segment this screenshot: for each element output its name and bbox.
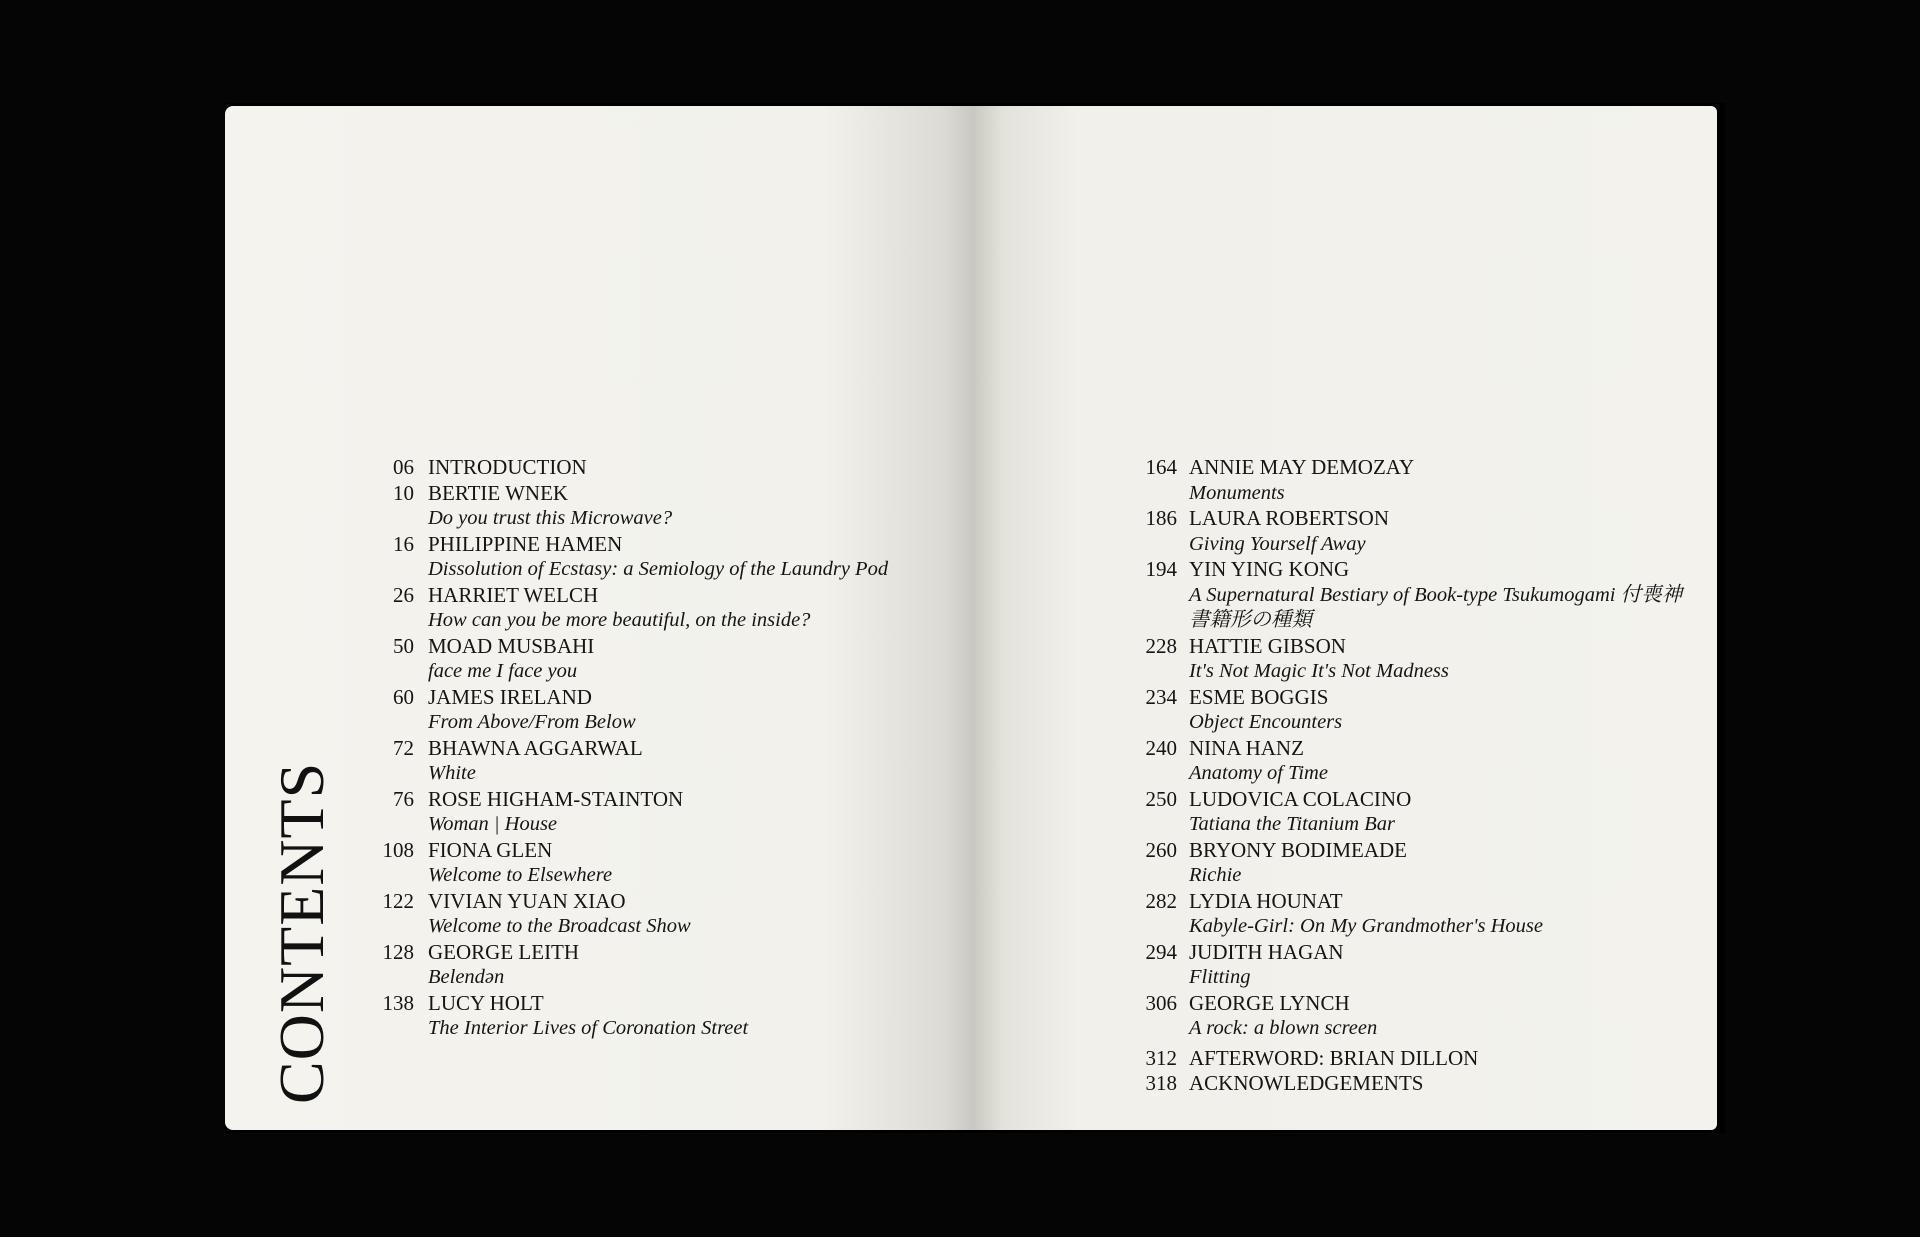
- toc-piece-title: Flitting: [1189, 966, 1251, 988]
- toc-entry-body: [428, 634, 940, 685]
- toc-entry: [360, 634, 940, 685]
- toc-author: BERTIE WNEK: [428, 480, 569, 505]
- toc-entry: [1133, 557, 1693, 634]
- toc-piece-title: How can you be more beautiful, on the inside?: [428, 609, 811, 631]
- toc-entry-body: [1189, 1046, 1693, 1072]
- toc-entry: [1133, 787, 1693, 838]
- toc-author: LUDOVICA COLACINO: [1189, 786, 1412, 811]
- left-page: [225, 106, 973, 1130]
- toc-piece-title: Do you trust this Microwave?: [428, 507, 673, 529]
- toc-entry: [360, 787, 940, 838]
- toc-piece-title: Giving Yourself Away: [1189, 532, 1366, 555]
- toc-page-number: 76: [393, 786, 414, 811]
- toc-piece-title: Tatiana the Titanium Bar: [1189, 813, 1395, 835]
- toc-entry: [1133, 685, 1693, 736]
- toc-entry-body: [428, 583, 940, 634]
- toc-entry: [1133, 455, 1693, 506]
- toc-piece-title: A Supernatural Bestiary of Book-type Tsukumogami 付喪神書籍形の種類: [1189, 583, 1683, 631]
- toc-entry-body: [428, 736, 940, 787]
- toc-entry-body: [1189, 889, 1693, 940]
- toc-entry-body: [1189, 838, 1693, 889]
- toc-page-number: 128: [382, 939, 414, 964]
- toc-entry: [1133, 736, 1693, 787]
- toc-author: ACKNOWLEDGEMENTS: [1189, 1071, 1424, 1095]
- toc-list-left: [360, 455, 940, 1042]
- toc-author: AFTERWORD: BRIAN DILLON: [1189, 1045, 1479, 1070]
- toc-piece-title: Kabyle-Girl: On My Grandmother's House: [1189, 915, 1543, 937]
- toc-author: LAURA ROBERTSON: [1189, 506, 1390, 530]
- toc-entry-body: [428, 455, 940, 481]
- toc-page-number: 26: [393, 582, 414, 607]
- toc-piece-title: Anatomy of Time: [1189, 762, 1328, 784]
- right-page: [973, 106, 1717, 1130]
- toc-piece-title: Welcome to Elsewhere: [428, 864, 613, 886]
- toc-page-number: 194: [1145, 557, 1177, 581]
- toc-author: MOAD MUSBAHI: [428, 633, 595, 658]
- toc-author: ANNIE MAY DEMOZAY: [1189, 455, 1415, 479]
- toc-entry: [360, 889, 940, 940]
- toc-piece-title: Richie: [1189, 864, 1242, 886]
- toc-entry: [360, 583, 940, 634]
- toc-entry-body: [428, 532, 940, 583]
- toc-author: JUDITH HAGAN: [1189, 939, 1344, 964]
- toc-page-number: 228: [1145, 633, 1177, 658]
- toc-page-number: 50: [393, 633, 414, 658]
- toc-page-number: 186: [1145, 506, 1177, 530]
- toc-piece-title: A rock: a blown screen: [1189, 1017, 1378, 1039]
- toc-entry: [360, 940, 940, 991]
- toc-entry: [360, 736, 940, 787]
- toc-piece-title: Woman | House: [428, 813, 558, 835]
- toc-page-number: 234: [1145, 684, 1177, 709]
- toc-entry-body: [1189, 455, 1693, 506]
- toc-entry-body: [428, 685, 940, 736]
- toc-piece-title: Dissolution of Ecstasy: a Semiology of the Laundry Pod: [428, 558, 889, 580]
- toc-author: BRYONY BODIMEADE: [1189, 837, 1407, 862]
- toc-page-number: 260: [1145, 837, 1177, 862]
- toc-page-number: 60: [393, 684, 414, 709]
- toc-entry: [1133, 940, 1693, 991]
- toc-entry: [360, 532, 940, 583]
- toc-page-number: 108: [382, 837, 414, 862]
- toc-entry: [1133, 1071, 1693, 1097]
- toc-author: NINA HANZ: [1189, 735, 1304, 760]
- toc-author: LYDIA HOUNAT: [1189, 888, 1343, 913]
- toc-author: FIONA GLEN: [428, 837, 553, 862]
- toc-entry-body: [1189, 506, 1693, 557]
- toc-page-number: 06: [393, 455, 414, 479]
- toc-entry-body: [428, 889, 940, 940]
- toc-entry: [1133, 506, 1693, 557]
- toc-entry: [1133, 1046, 1693, 1072]
- toc-entry: [360, 685, 940, 736]
- toc-author: ROSE HIGHAM-STAINTON: [428, 786, 684, 811]
- toc-entry-body: [428, 481, 940, 532]
- toc-entry: [1133, 634, 1693, 685]
- toc-page-number: 282: [1145, 888, 1177, 913]
- toc-author: GEORGE LEITH: [428, 939, 580, 964]
- toc-page-number: 240: [1145, 735, 1177, 760]
- toc-entry: [360, 991, 940, 1042]
- toc-author: BHAWNA AGGARWAL: [428, 735, 643, 760]
- toc-author: VIVIAN YUAN XIAO: [428, 888, 626, 913]
- toc-entry-body: [1189, 557, 1693, 634]
- toc-piece-title: The Interior Lives of Coronation Street: [428, 1017, 749, 1039]
- toc-entry-body: [428, 991, 940, 1042]
- toc-list-right: [1133, 455, 1693, 1097]
- toc-page-number: 312: [1145, 1045, 1177, 1070]
- toc-entry: [360, 455, 940, 481]
- toc-piece-title: From Above/From Below: [428, 711, 636, 733]
- toc-entry: [1133, 838, 1693, 889]
- toc-page-number: 164: [1145, 455, 1177, 479]
- toc-page-number: 318: [1145, 1071, 1177, 1095]
- toc-piece-title: face me I face you: [428, 660, 578, 682]
- toc-page-number: 250: [1145, 786, 1177, 811]
- toc-piece-title: Belendən: [428, 966, 505, 988]
- toc-piece-title: Welcome to the Broadcast Show: [428, 915, 691, 937]
- toc-author: HATTIE GIBSON: [1189, 633, 1346, 658]
- toc-page-number: 138: [382, 990, 414, 1015]
- toc-author: INTRODUCTION: [428, 455, 587, 479]
- toc-entry-body: [428, 787, 940, 838]
- toc-author: JAMES IRELAND: [428, 684, 592, 709]
- toc-page-number: 122: [382, 888, 414, 913]
- toc-entry: [1133, 889, 1693, 940]
- toc-page-number: 294: [1145, 939, 1177, 964]
- toc-author: GEORGE LYNCH: [1189, 990, 1350, 1015]
- toc-entry: [360, 838, 940, 889]
- toc-page-number: 306: [1145, 990, 1177, 1015]
- toc-piece-title: White: [428, 762, 476, 784]
- toc-entry-body: [1189, 634, 1693, 685]
- toc-entry-body: [1189, 940, 1693, 991]
- toc-piece-title: It's Not Magic It's Not Madness: [1189, 660, 1449, 682]
- toc-entry-body: [428, 838, 940, 889]
- toc-piece-title: Object Encounters: [1189, 711, 1343, 733]
- contents-heading: CONTENTS: [266, 761, 337, 1104]
- toc-author: ESME BOGGIS: [1189, 684, 1329, 709]
- toc-author: LUCY HOLT: [428, 990, 544, 1015]
- toc-entry: [360, 481, 940, 532]
- toc-entry: [1133, 991, 1693, 1042]
- toc-entry-body: [1189, 736, 1693, 787]
- toc-author: PHILIPPINE HAMEN: [428, 531, 623, 556]
- toc-page-number: 16: [393, 531, 414, 556]
- toc-page-number: 72: [393, 735, 414, 760]
- toc-entry-body: [1189, 991, 1693, 1042]
- toc-entry-body: [1189, 1071, 1693, 1097]
- toc-entry-body: [1189, 685, 1693, 736]
- toc-entry-body: [428, 940, 940, 991]
- toc-author: HARRIET WELCH: [428, 582, 599, 607]
- book-spread: [225, 103, 1725, 1133]
- toc-author: YIN YING KONG: [1189, 557, 1350, 581]
- toc-page-number: 10: [393, 480, 414, 505]
- toc-entry-body: [1189, 787, 1693, 838]
- toc-piece-title: Monuments: [1189, 481, 1285, 504]
